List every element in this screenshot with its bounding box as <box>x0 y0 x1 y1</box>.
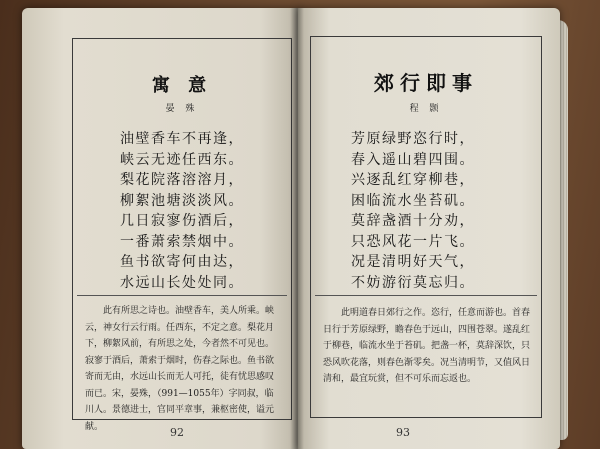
right-commentary: 此明道春日郊行之作。恣行，任意而游也。首春日行于芳原绿野，瞻春色于远山，四围苍翠。遂乱红于柳巷，临流水坐于苔矶。把盏一杯，莫辞深饮，只恐风吹花落，则春色渐零矣。况当清明节，又值风日清和，最宜玩赏，但不可乐而忘返也。 <box>323 308 531 384</box>
poem-line: 水远山长处处同。 <box>120 274 244 291</box>
poem-line: 鱼书欲寄何由达， <box>120 254 244 270</box>
right-page-frame <box>310 36 542 418</box>
left-page-frame <box>72 38 292 432</box>
right-page <box>298 8 560 449</box>
left-page <box>22 8 302 449</box>
left-poem-body <box>73 129 291 293</box>
left-page-number: 92 <box>170 426 184 439</box>
right-poem-title: 郊行即事 <box>374 71 478 95</box>
right-poem-author: 程 颢 <box>409 104 443 114</box>
book-gutter <box>290 8 304 449</box>
left-divider <box>77 295 287 296</box>
poem-line: 几日寂寥伤酒后， <box>120 213 244 229</box>
poem-line: 困临流水坐苔矶。 <box>351 192 475 209</box>
poem-line: 莫辞盏酒十分劝， <box>351 213 475 229</box>
poem-line: 梨花院落溶溶月， <box>120 172 244 188</box>
poem-line: 油壁香车不再逢， <box>120 131 244 147</box>
poem-line: 峡云无迹任西东。 <box>120 151 244 168</box>
poem-line: 柳絮池塘淡淡风。 <box>120 192 244 209</box>
poem-line: 春入遥山碧四围。 <box>351 151 475 168</box>
right-poem-body <box>321 129 541 293</box>
poem-line: 不妨游衍莫忘归。 <box>351 274 475 291</box>
right-page-number: 93 <box>396 426 410 439</box>
left-poem-author: 晏 殊 <box>165 104 199 114</box>
poem-line: 况是清明好天气， <box>351 254 475 270</box>
poem-line: 只恐风花一片飞。 <box>351 233 475 250</box>
poem-line: 一番萧索禁烟中。 <box>120 233 244 250</box>
poem-line: 兴逐乱红穿柳巷， <box>351 172 475 188</box>
left-commentary: 此有所思之诗也。油壁香车，美人所乘。峡云，神女行云行雨。任西东，不定之意。梨花月下，柳絮风前，有所思之处，今者然不可见也。寂寥于酒后，萧索于烟时，伤春之际也。鱼书欲寄而无由，水远山长而无人可托，徒有忧思感叹而已。宋，晏殊，（991—1055年）字同叔，临川人。景德进士，官同平章事，兼枢密使，谥元献。 <box>85 306 275 432</box>
poem-line: 芳原绿野恣行时， <box>351 131 475 147</box>
right-divider <box>315 295 537 296</box>
left-poem-title: 寓 意 <box>151 75 213 96</box>
